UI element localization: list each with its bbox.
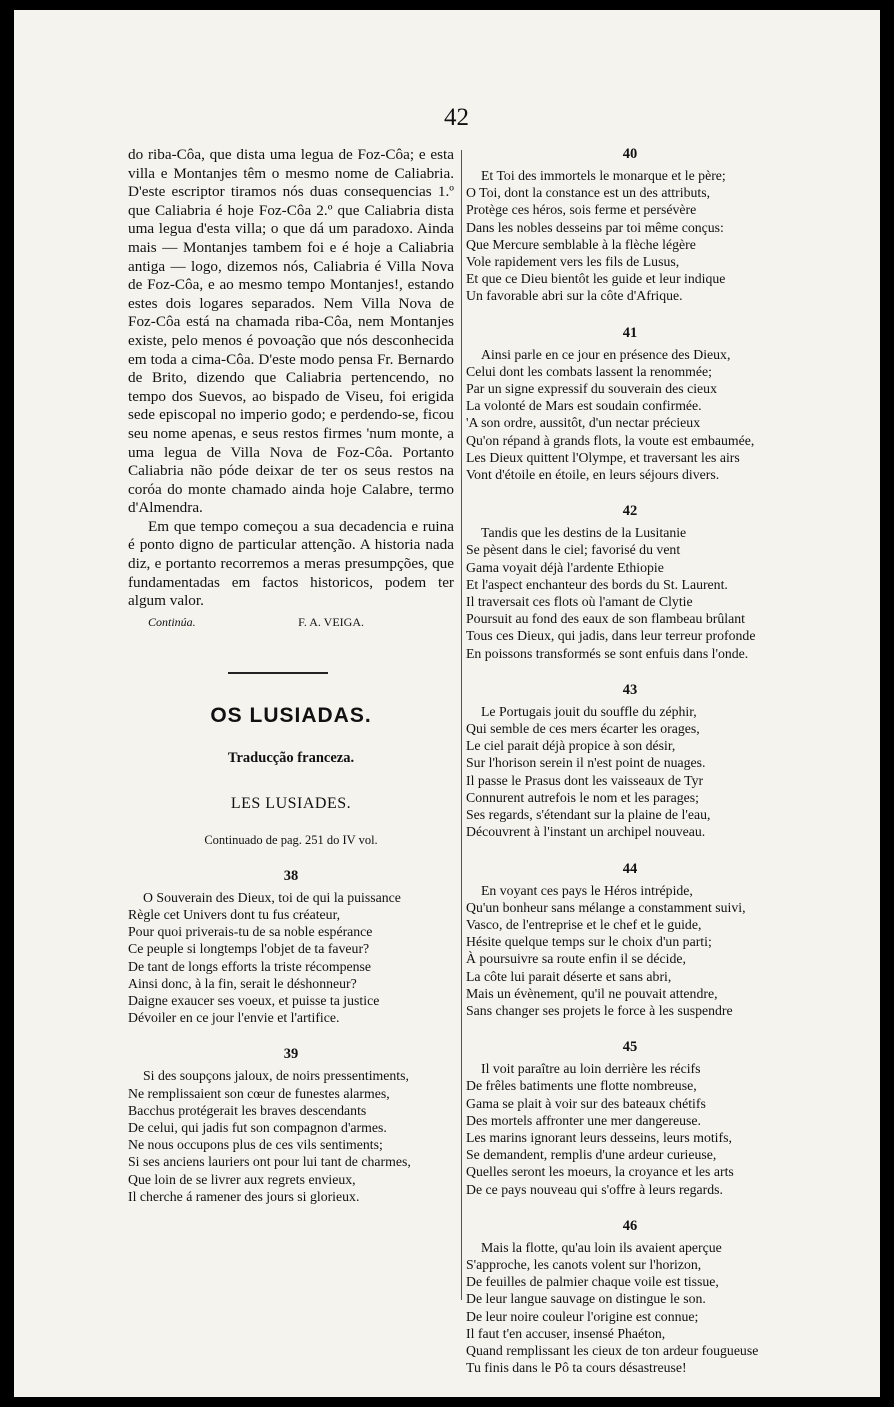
signature-line [148,615,454,630]
paragraph: do riba-Côa, que dista uma legua de Foz-Côa; e esta villa e Montanjes têm o mesmo nome de Caliabria. D'este escriptor tiramos nós duas consequencias 1.º que Caliabria é hoje Foz-Côa 2.º que Caliabria dista uma legua d'esta villa; o que dá um paradoxo. Ainda mais — Montanjes tambem foi e é hoje a Caliabria antiga — logo, dizemos nós, Caliabria é Villa Nova de Foz-Côa, e ao mesmo tempo Montanjes!, estando estes dois logares separados. Nem Villa Nova de Foz-Côa está na chamada riba-Côa, nem Montanjes existe, pelo menos é povoação que nós desconhecida em toda a cima-Côa. D'este modo pensa Fr. Bernardo de Brito, dizendo que Caliabria pertencendo, no tempo dos Suevos, ao bispado de Viseu, foi erigida sede episcopal no imperio godo; e perdendo-se, ficou seu nome apenas, e seus restos firmes 'num monte, a uma legua de Villa Nova de Foz-Côa. Portanto Caliabria não póde deixar de ter os seus restos na coróa do monte chamado ainda hoje Calabre, termo d'Almendra. [128,146,454,517]
verse-line: Protège ces héros, sois ferme et persévère [466,202,697,218]
separator-rule [228,672,328,674]
verse-line: Ne nous occupons plus de ces vils sentiments; [128,1137,383,1153]
verse-line: Qui semble de ces mers écarter les orages, [466,721,700,737]
section-title: OS LUSIADAS. [210,703,372,727]
verse-line: Poursuit au fond des eaux de son flambeau brûlant [466,611,745,627]
verse-line: Les marins ignorant leurs desseins, leurs motifs, [466,1129,732,1145]
verse-line: Ses regards, s'étendant sur la plaine de l'eau, [466,807,711,823]
stanza [128,1067,454,1205]
verse-line: Que Mercure semblable à la flèche légère [466,236,696,252]
verse-line: Si ses anciens lauriers ont pour lui tant de charmes, [128,1154,411,1170]
verse-line: Il traversait ces flots où l'amant de Clytie [466,594,693,610]
paragraph: Em que tempo começou a sua decadencia e ruina é ponto digno de particular attenção. A historia nada diz, e portanto recorremos a meras presumpções, que fundamentadas em factos historicos, podem ter algum valor. [128,517,454,610]
verse-line: Les Dieux quittent l'Olympe, et traversant les airs [466,449,740,465]
verse-line: Pour quoi priverais-tu de sa noble espérance [128,924,373,940]
verse-line: O Souverain des Dieux, toi de qui la puissance [143,889,401,905]
verse-line: De leur langue sauvage on distingue le son. [466,1291,706,1307]
right-column [466,146,794,1376]
verse-line: De feuilles de palmier chaque voile est tissue, [466,1274,719,1290]
stanza [466,167,794,305]
verse-line: De ce pays nouveau qui s'offre à leurs regards. [466,1181,723,1197]
verse-line: Vole rapidement vers les fils de Lusus, [466,254,680,270]
verse-line: Se pèsent dans le ciel; favorisé du vent [466,542,681,558]
verse-line: Des mortels affronter une mer dangereuse. [466,1112,701,1128]
stanza [466,524,794,662]
verse-line: À poursuivre sa route enfin il se décide, [466,951,686,967]
verse-line: Daigne exaucer ses voeux, et puisse ta justice [128,993,380,1009]
verse-line: O Toi, dont la constance est un des attributs, [466,185,711,201]
verse-line: Ainsi donc, à la fin, serait le déshonneur? [128,975,357,991]
stanza [128,889,454,1027]
stanza-number: 46 [622,1217,638,1234]
column-divider [461,150,462,1300]
verse-line: De celui, qui jadis fut son compagnon d'armes. [128,1120,387,1136]
verse-line: Bacchus protégerait les braves descendants [128,1102,367,1118]
stanza-number: 42 [622,503,638,520]
verse-line: Qu'un bonheur sans mélange a constamment suivi, [466,899,746,915]
stanza [466,1239,794,1377]
verse-line: Sur l'horison serein il n'est point de nuages. [466,755,706,771]
stanza-number: 41 [622,324,638,341]
verse-line: Mais la flotte, qu'au loin ils avaient aperçue [481,1239,722,1255]
verse-line: Gama voyait déjà l'ardente Ethiopie [466,559,664,575]
verse-line: Règle cet Univers dont tu fus créateur, [128,907,341,923]
verse-line: Et Toi des immortels le monarque et le père; [481,168,726,183]
verse-line: Le ciel parait déjà propice à son désir, [466,738,676,754]
verse-line: Tous ces Dieux, qui jadis, dans leur terreur profonde [466,628,756,644]
verse-line: La volonté de Mars est soudain confirmée. [466,398,702,414]
continued-note: Continuado de pag. 251 do IV vol. [204,832,378,847]
verse-line: Un favorable abri sur la côte d'Afrique. [466,288,683,304]
verse-line: De frêles batiments une flotte nombreuse, [466,1078,697,1094]
verse-line: Il faut t'en accuser, insensé Phaéton, [466,1325,666,1341]
verse-line: Découvrent à l'instant un archipel nouveau. [466,824,706,840]
verse-line: De leur noire couleur l'origine est connue; [466,1308,699,1324]
stanza [466,346,794,484]
stanza-number: 39 [283,1046,299,1063]
verse-line: Quelles seront les moeurs, la croyance et les arts [466,1164,734,1180]
verse-line: Par un signe expressif du souverain des cieux [466,381,717,397]
verse-line: Hésite quelque temps sur le choix d'un parti; [466,934,712,950]
verse-line: Gama se plait à voir sur des bateaux chétifs [466,1095,706,1111]
verse-line: Quand remplissant les cieux de ton ardeur fougueuse [466,1342,759,1358]
page-number: 42 [444,104,469,131]
verse-line: Ainsi parle en ce jour en présence des Dieux, [481,346,731,362]
stanza-number: 43 [622,681,638,698]
article-text [128,146,454,611]
stanza [466,703,794,841]
verse-line: Il passe le Prasus dont les vaisseaux de Tyr [466,772,704,788]
continua-label: Continúa. [148,614,196,629]
left-column [128,146,454,1205]
verse-line: Vasco, de l'entreprise et le chef et le guide, [466,916,702,932]
author-name: F. A. VEIGA. [298,614,364,629]
verse-line: De tant de longs efforts la triste récompense [128,958,372,974]
verse-line: Et l'aspect enchanteur des bords du St. Laurent. [466,576,728,592]
verse-line: Mais un évènement, qu'il ne pouvait attendre, [466,985,718,1001]
verse-line: Le Portugais jouit du souffle du zéphir, [481,703,697,719]
verse-line: Il voit paraître au loin derrière les récifs [481,1061,701,1077]
verse-line: Dans les nobles desseins par toi même conçus: [466,219,724,235]
verse-line: Si des soupçons jaloux, de noirs pressentiments, [143,1068,409,1084]
verse-line: En voyant ces pays le Héros intrépide, [481,882,693,898]
stanza-number: 45 [622,1039,638,1056]
stanza-number: 40 [622,146,638,162]
verse-line: Connurent autrefois le nom et les parages; [466,789,699,805]
verse-line: Sans changer ses projets le force à les suspendre [466,1002,733,1018]
verse-line: S'approche, les canots volent sur l'horizon, [466,1256,702,1272]
left-stanzas [128,868,454,1205]
stanza-number: 44 [622,860,638,877]
stanza-number: 38 [283,867,299,884]
verse-line: Ce peuple si longtemps l'objet de ta faveur? [128,941,370,957]
verse-line: Et que ce Dieu bientôt les guide et leur indique [466,271,726,287]
right-stanzas [466,146,794,1376]
verse-line: Que loin de se livrer aux regrets envieux, [128,1171,356,1187]
verse-line: Vont d'étoile en étoile, en leurs séjours divers. [466,467,720,483]
verse-line: Ne remplissaient son cœur de funestes alarmes, [128,1085,390,1101]
verse-line: Il cherche á ramener des jours si glorieux. [128,1188,360,1204]
verse-line: Tandis que les destins de la Lusitanie [481,525,687,541]
stanza [466,882,794,1020]
verse-line: Se demandent, remplis d'une ardeur curieuse, [466,1147,717,1163]
verse-line: 'A son ordre, aussitôt, d'un nectar précieux [466,415,701,431]
verse-line: Tu finis dans le Pô ta cours désastreuse! [466,1360,687,1376]
verse-line: Dévoiler en ce jour l'envie et l'artifice. [128,1010,340,1026]
verse-line: La côte lui parait déserte et sans abri, [466,968,672,984]
stanza [466,1060,794,1198]
verse-line: Celui dont les combats lassent la renommée; [466,363,712,379]
verse-line: En poissons transformés se sont enfuis dans l'onde. [466,645,749,661]
verse-line: Qu'on répand à grands flots, la voute est embaumée, [466,432,755,448]
section-subtitle: Traducção franceza. [227,749,355,766]
poem-title: LES LUSIADES. [230,794,352,812]
